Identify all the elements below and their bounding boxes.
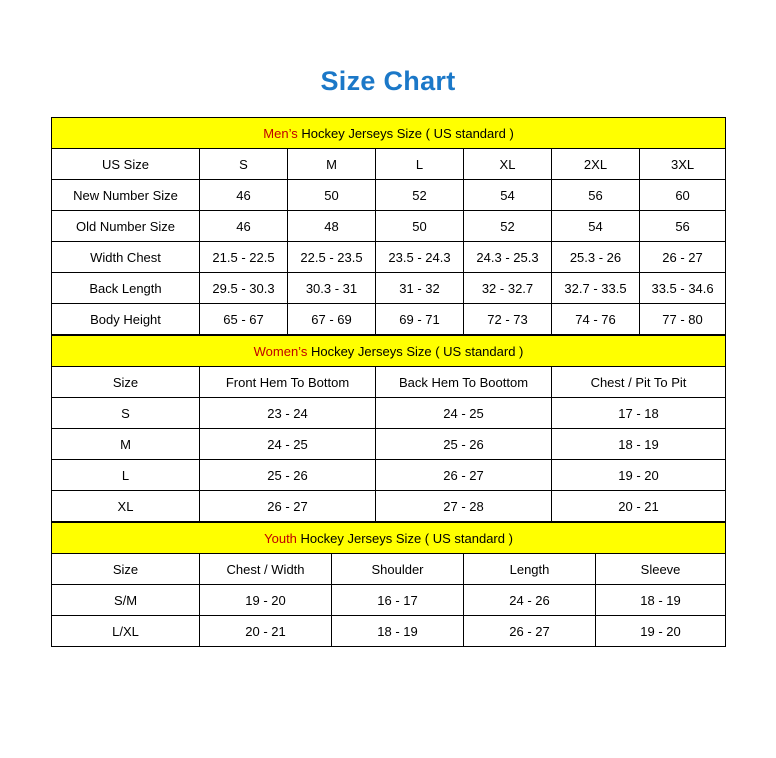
youth-section-heading (52, 523, 726, 554)
mens-section-heading (52, 118, 726, 149)
mens-row-2-val-5: 26 - 27 (640, 242, 726, 273)
mens-col-3: L (376, 149, 464, 180)
mens-row-4-label: Body Height (52, 304, 200, 335)
mens-row-0-val-5: 60 (640, 180, 726, 211)
mens-row-3-label: Back Length (52, 273, 200, 304)
womens-heading-accent: Women’s (253, 343, 308, 359)
table-row (52, 616, 726, 647)
womens-col-1: Front Hem To Bottom (200, 367, 376, 398)
mens-row-0-val-1: 50 (288, 180, 376, 211)
table-row (52, 180, 726, 211)
womens-row-3-val-1: 27 - 28 (376, 491, 552, 522)
mens-row-0-val-3: 54 (464, 180, 552, 211)
mens-row-3-val-1: 30.3 - 31 (288, 273, 376, 304)
mens-row-4-val-2: 69 - 71 (376, 304, 464, 335)
youth-row-0-val-3: 18 - 19 (596, 585, 726, 616)
womens-row-2-val-0: 25 - 26 (200, 460, 376, 491)
mens-row-0-val-0: 46 (200, 180, 288, 211)
mens-row-2-val-0: 21.5 - 22.5 (200, 242, 288, 273)
womens-row-2-val-1: 26 - 27 (376, 460, 552, 491)
mens-col-1: S (200, 149, 288, 180)
youth-row-1-val-2: 26 - 27 (464, 616, 596, 647)
youth-col-3: Length (464, 554, 596, 585)
youth-row-0-label: S/M (52, 585, 200, 616)
youth-col-1: Chest / Width (200, 554, 332, 585)
table-row (52, 491, 726, 522)
mens-row-3-val-2: 31 - 32 (376, 273, 464, 304)
womens-row-1-val-2: 18 - 19 (552, 429, 726, 460)
size-chart-tables (51, 117, 725, 647)
youth-column-header-row (52, 554, 726, 585)
youth-col-2: Shoulder (332, 554, 464, 585)
mens-column-header-row (52, 149, 726, 180)
womens-row-3-val-0: 26 - 27 (200, 491, 376, 522)
mens-size-table (51, 117, 726, 335)
youth-row-1-label: L/XL (52, 616, 200, 647)
youth-row-1-val-3: 19 - 20 (596, 616, 726, 647)
mens-heading-accent: Men’s (263, 125, 298, 141)
womens-row-0-val-2: 17 - 18 (552, 398, 726, 429)
mens-row-3-val-5: 33.5 - 34.6 (640, 273, 726, 304)
mens-heading-rest: Hockey Jerseys Size ( US standard ) (297, 125, 514, 141)
youth-row-0-val-2: 24 - 26 (464, 585, 596, 616)
womens-column-header-row (52, 367, 726, 398)
table-row (52, 429, 726, 460)
mens-row-1-val-4: 54 (552, 211, 640, 242)
youth-size-table (51, 522, 726, 647)
womens-row-3-val-2: 20 - 21 (552, 491, 726, 522)
mens-row-4-val-4: 74 - 76 (552, 304, 640, 335)
mens-row-2-val-4: 25.3 - 26 (552, 242, 640, 273)
mens-row-2-label: Width Chest (52, 242, 200, 273)
mens-row-3-val-0: 29.5 - 30.3 (200, 273, 288, 304)
table-row (52, 398, 726, 429)
mens-row-2-val-2: 23.5 - 24.3 (376, 242, 464, 273)
mens-row-1-label: Old Number Size (52, 211, 200, 242)
mens-row-1-val-5: 56 (640, 211, 726, 242)
youth-row-1-val-1: 18 - 19 (332, 616, 464, 647)
mens-row-0-label: New Number Size (52, 180, 200, 211)
table-row (52, 211, 726, 242)
mens-row-4-val-3: 72 - 73 (464, 304, 552, 335)
mens-row-4-val-1: 67 - 69 (288, 304, 376, 335)
womens-row-3-label: XL (52, 491, 200, 522)
womens-section-heading (52, 336, 726, 367)
youth-section-heading-row (52, 523, 726, 554)
womens-section-heading-row (52, 336, 726, 367)
page-title: Size Chart (320, 66, 456, 96)
mens-section-heading-row (52, 118, 726, 149)
womens-row-0-label: S (52, 398, 200, 429)
size-chart-page (0, 66, 776, 758)
mens-row-2-val-1: 22.5 - 23.5 (288, 242, 376, 273)
mens-row-0-val-2: 52 (376, 180, 464, 211)
mens-row-1-val-3: 52 (464, 211, 552, 242)
table-row (52, 242, 726, 273)
mens-row-1-val-1: 48 (288, 211, 376, 242)
mens-row-3-val-3: 32 - 32.7 (464, 273, 552, 304)
womens-row-1-val-0: 24 - 25 (200, 429, 376, 460)
youth-col-0: Size (52, 554, 200, 585)
womens-col-2: Back Hem To Boottom (376, 367, 552, 398)
womens-size-table (51, 335, 726, 522)
table-row (52, 585, 726, 616)
mens-col-0: US Size (52, 149, 200, 180)
womens-row-0-val-1: 24 - 25 (376, 398, 552, 429)
womens-row-0-val-0: 23 - 24 (200, 398, 376, 429)
mens-row-4-val-0: 65 - 67 (200, 304, 288, 335)
womens-row-2-label: L (52, 460, 200, 491)
mens-row-3-val-4: 32.7 - 33.5 (552, 273, 640, 304)
mens-row-0-val-4: 56 (552, 180, 640, 211)
table-row (52, 273, 726, 304)
table-row (52, 304, 726, 335)
mens-row-1-val-0: 46 (200, 211, 288, 242)
youth-heading-rest: Hockey Jerseys Size ( US standard ) (296, 530, 513, 546)
youth-row-0-val-1: 16 - 17 (332, 585, 464, 616)
womens-heading-rest: Hockey Jerseys Size ( US standard ) (307, 343, 524, 359)
table-row (52, 460, 726, 491)
mens-row-2-val-3: 24.3 - 25.3 (464, 242, 552, 273)
youth-heading-accent: Youth (264, 530, 297, 546)
womens-row-1-label: M (52, 429, 200, 460)
womens-col-0: Size (52, 367, 200, 398)
mens-col-4: XL (464, 149, 552, 180)
womens-row-2-val-2: 19 - 20 (552, 460, 726, 491)
youth-row-0-val-0: 19 - 20 (200, 585, 332, 616)
womens-col-3: Chest / Pit To Pit (552, 367, 726, 398)
mens-row-1-val-2: 50 (376, 211, 464, 242)
mens-row-4-val-5: 77 - 80 (640, 304, 726, 335)
womens-row-1-val-1: 25 - 26 (376, 429, 552, 460)
youth-col-4: Sleeve (596, 554, 726, 585)
youth-row-1-val-0: 20 - 21 (200, 616, 332, 647)
mens-col-5: 2XL (552, 149, 640, 180)
mens-col-2: M (288, 149, 376, 180)
mens-col-6: 3XL (640, 149, 726, 180)
